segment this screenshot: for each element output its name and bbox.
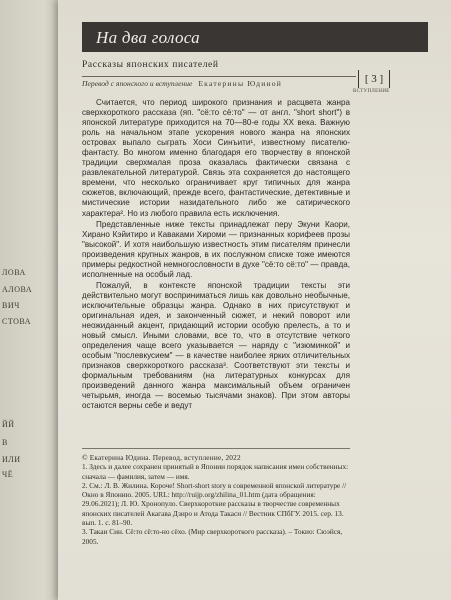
prev-page-fragment: ЛОВА xyxy=(2,268,26,277)
footnote: 3. Такаи Син. Сё:то сё:то-но сёхо. (Мир сверхкороткого рассказа). – Токио: Сюэйся, 2005. xyxy=(82,527,343,546)
page-title: На два голоса xyxy=(96,28,200,47)
translator-credit xyxy=(82,79,282,88)
header-rule xyxy=(82,76,356,77)
running-section-label: ВСТУПЛЕНИЕ xyxy=(353,89,390,94)
prev-page-fragment: В xyxy=(2,438,8,447)
body-paragraph: Считается, что период широкого признания и расцвета жанра сверхкороткого рассказа (яп. "сё:то сё:то" — от англ. "short short") в японской литературе приходится на 70—80-е годы XX века. Важную роль на начальном этапе ускорения нового жанра на японских островах выпало сыграть Хоси Синъити¹, известному писателю-фантасту. Во многом именно благодаря его творчеству в японской традиции сверхмалая проза оказалась фактически связана с развлекательной литературой. Связь эта сохраняется до настоящего времени, что несколько ограничивает круг типичных для жанра сюжетов, включающий, прежде всего, фантастические, детективные и мистические истории назидательного либо же сатирического характера². Но из любого правила есть исключения. xyxy=(82,98,350,218)
footnotes xyxy=(82,453,354,546)
footnote: 2. См.: Л. В. Жилина. Короче! Short-short story в современной японской литературе // Окно в Японию. 2005. URL: http://ruijp.org/zhilina_01.htm (дата обращения: 29.06.2021); Л. Ю. Хронопуло. Сверхкороткие рассказы в творчестве современных японских писателей Акагава Дзиро и Атода Такаси // Вестник СПбГУ. 2015. сер. 13. вып. 1. с. 81–90. xyxy=(82,480,347,528)
footnote-divider xyxy=(82,448,350,449)
prev-page-fragment: ЧЁ xyxy=(2,470,14,479)
article-body xyxy=(82,98,350,411)
prev-page-fragment: АЛОВА xyxy=(2,285,33,294)
previous-page-edge xyxy=(0,0,62,600)
translator-role: Перевод с японского и вступление xyxy=(82,79,193,88)
page-number: [ 3 ] xyxy=(358,70,390,88)
prev-page-fragment: СТОВА xyxy=(2,317,32,326)
prev-page-fragment: ВИЧ xyxy=(2,301,20,310)
translator-name: Екатерины Юдиной xyxy=(198,79,283,88)
footnote: 1. Здесь и далее сохранен принятый в Японии порядок написания имен собственных: сначала — фамилия, затем — имя. xyxy=(82,462,349,481)
section-subtitle: Рассказы японских писателей xyxy=(82,60,219,70)
prev-page-fragment: ИЛИ xyxy=(2,455,21,464)
body-paragraph: Пожалуй, в контексте японской традиции тексты эти действительно могут восприниматься лишь как довольно необычные, исключительные образцы жанра. Однако в них присутствуют и оригинальная идея, и законченный сюжет, и некий поворот или неожиданный акцент, придающий истории особую прелесть, а то и новый смысл. Иными словами, все то, что в отсутствие четкого определения чаще всего указывается — наряду с "изюминкой" и особым "послевкусием" — в качестве наиболее ярких отличительных признаков сверхкороткого рассказа³. Соответствуют эти тексты и формальным требованиям (на литературных конкурсах для произведений данного жанра максимальный объем ограничен четырьмя, иногда — восемью тысячами знаков). При этом авторы остаются верны себе и ведут xyxy=(82,280,350,411)
body-paragraph: Представленные ниже тексты принадлежат перу Экуни Каори, Хирано Кэйитиро и Каваками Хироми — признанных корифеев прозы "высокой". И хотя наибольшую известность этим писателям принесли произведения крупных жанров, в их послужном списке тоже имеются примеры редкостной немногословности в духе "сё:то сё:то" — правда, исполненные на особый лад. xyxy=(82,219,350,279)
book-page xyxy=(58,0,451,600)
copyright-line: © Екатерина Юдина. Перевод, вступление, 2022 xyxy=(82,453,241,462)
title-banner xyxy=(82,22,428,52)
prev-page-fragment: ЙЙ xyxy=(2,420,15,429)
